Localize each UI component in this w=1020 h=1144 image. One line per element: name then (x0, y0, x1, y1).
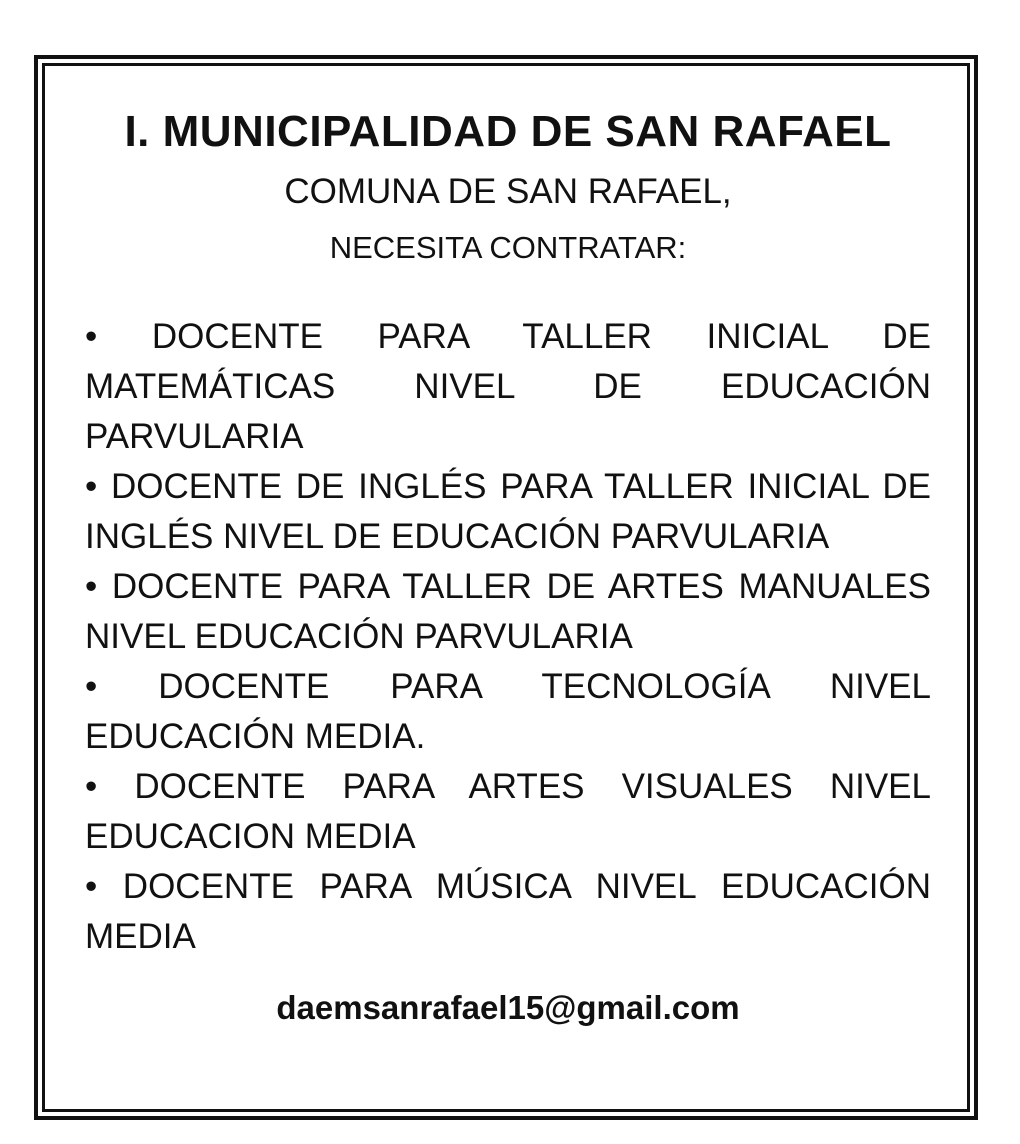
contact-email: daemsanrafael15@gmail.com (276, 989, 740, 1026)
position-item: • DOCENTE PARA TALLER DE ARTES MANUALES NIVEL EDUCACIÓN PARVULARIA (85, 567, 931, 656)
notice-title: I. MUNICIPALIDAD DE SAN RAFAEL (124, 107, 892, 156)
position-item: • DOCENTE PARA TALLER INICIAL DE MATEMÁTICAS NIVEL DE EDUCACIÓN PARVULARIA (85, 317, 931, 456)
notice-call-to-hire: NECESITA CONTRATAR: (329, 230, 687, 265)
position-item: • DOCENTE PARA ARTES VISUALES NIVEL EDUCACION MEDIA (85, 767, 931, 856)
position-item: • DOCENTE PARA TECNOLOGÍA NIVEL EDUCACIÓN MEDIA. (85, 667, 931, 756)
position-item: • DOCENTE PARA MÚSICA NIVEL EDUCACIÓN MEDIA (85, 867, 931, 956)
notice-outer-border (34, 55, 978, 1120)
notice-subtitle: COMUNA DE SAN RAFAEL, (284, 172, 732, 211)
position-item: • DOCENTE DE INGLÉS PARA TALLER INICIAL DE INGLÉS NIVEL DE EDUCACIÓN PARVULARIA (85, 467, 931, 556)
notice-inner-border (42, 63, 970, 1112)
notice-content (85, 106, 931, 1028)
positions-list (85, 312, 931, 962)
